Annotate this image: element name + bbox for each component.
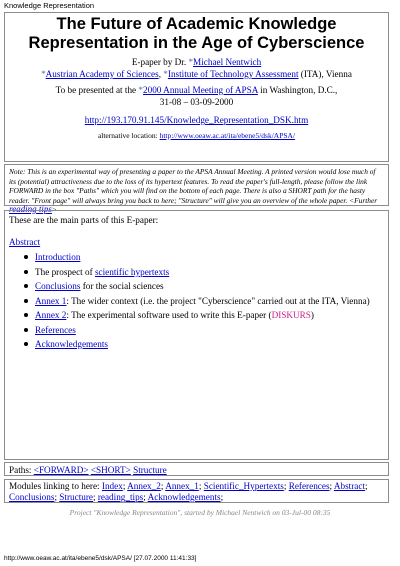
institute-link[interactable]: Institute of Technology Assessment — [167, 69, 299, 79]
module-link-reading-tips[interactable]: reading_tips — [97, 492, 144, 502]
item-prefix: The prospect of — [35, 266, 95, 277]
title-line-2: Representation in the Age of Cyberscience — [28, 34, 365, 52]
abstract-line — [9, 236, 384, 248]
presented-line — [5, 84, 388, 96]
abstract-link[interactable]: Abstract — [9, 237, 41, 247]
meeting-dates: 31-08 – 03-09-2000 — [159, 97, 234, 107]
note-body: Note: This is an experimental way of presenting a paper to the APSA Annual Meeting. A printed version would lose much of its (potential) attractiveness due to the loss of its hypertext features. To read the paper's full-length, please follow the link FORWARD in the box "Paths" which you will find on the bottom of each page. There is also a SHORT path for the hasty reader. "Front page" will always bring you back to here; "Structure" will give you an overview of the whole paper. <Further — [9, 167, 378, 205]
page-title — [5, 15, 388, 53]
module-link-acknowledgements[interactable]: Acknowledgements — [147, 492, 221, 502]
conclusions-link[interactable]: Conclusions — [35, 281, 81, 291]
list-item — [35, 308, 388, 323]
close-paren: ) — [310, 310, 314, 320]
introduction-link[interactable]: Introduction — [35, 252, 81, 262]
paths-panel — [4, 462, 389, 476]
list-item — [35, 294, 388, 309]
sep: ; — [143, 492, 148, 502]
note-text — [9, 167, 384, 215]
alt-location-line — [5, 130, 388, 142]
paths-label: Paths: — [9, 465, 34, 475]
star-marker: * — [163, 69, 168, 79]
paths-line — [9, 464, 384, 476]
module-link-annex-1[interactable]: Annex_1 — [165, 481, 199, 491]
reading-tips-link[interactable]: reading tips — [9, 204, 52, 214]
module-link-conclusions[interactable]: Conclusions — [9, 492, 55, 502]
module-link-index[interactable]: Index — [101, 481, 123, 491]
item-suffix: : The wider context (i.e. the project "Cyberscience" carried out at the ITA, Vienna) — [66, 295, 370, 306]
author-link[interactable]: Michael Nentwich — [193, 57, 262, 67]
list-item — [35, 279, 388, 294]
references-link[interactable]: References — [35, 324, 76, 335]
short-link[interactable]: <SHORT> — [90, 465, 131, 475]
comma: , — [158, 69, 164, 79]
note-panel — [4, 164, 389, 214]
title-panel — [4, 12, 389, 162]
structure-link[interactable]: Structure — [133, 465, 167, 475]
list-item — [35, 250, 388, 265]
affiliation-line — [5, 68, 388, 80]
sep: ; — [54, 492, 60, 502]
alt-location-label: alternative location: — [97, 131, 160, 140]
scientific-hypertexts-link[interactable]: scientific hypertexts — [94, 266, 170, 277]
item-suffix: : The experimental software used to write this E-paper ( — [66, 310, 272, 320]
note-end: > — [51, 205, 57, 214]
main-parts-panel — [4, 210, 389, 460]
author-line — [5, 56, 388, 68]
star-marker: * — [138, 85, 144, 95]
modules-label: Modules linking to here: — [9, 481, 102, 491]
sep: ; — [198, 481, 204, 491]
modules-line — [9, 481, 384, 503]
annex-2-link[interactable]: Annex 2 — [35, 310, 67, 320]
star-marker: * — [188, 57, 194, 67]
title-line-1: The Future of Academic Knowledge — [56, 15, 337, 33]
academy-link[interactable]: Austrian Academy of Sciences — [45, 69, 159, 79]
main-url-link[interactable]: http://193.170.91.145/Knowledge_Representation_DSK.htm — [84, 115, 309, 125]
browser-page-title: Knowledge Representation — [4, 1, 95, 10]
module-link-annex-2[interactable]: Annex_2 — [127, 481, 161, 491]
star-marker: * — [41, 69, 46, 79]
status-url: http://www.oeaw.ac.at/ita/ebene5/dsk/APSA/ [27.07.2000 11:41:33] — [4, 555, 197, 562]
alt-location-link[interactable]: http://www.oeaw.ac.at/ita/ebene5/dsk/APSA/ — [159, 131, 296, 140]
sep: ; — [329, 481, 334, 491]
modules-panel — [4, 479, 389, 503]
list-item — [35, 323, 388, 338]
module-link-scientific-hypertexts[interactable]: Scientific_Hypertexts — [203, 481, 284, 491]
module-link-references[interactable]: References — [288, 481, 330, 491]
sep: ; — [160, 481, 166, 491]
presented-prefix: To be presented at the — [55, 85, 139, 95]
list-item — [35, 265, 388, 280]
meeting-link[interactable]: 2000 Annual Meeting of APSA — [143, 85, 258, 95]
end-sep: ; — [220, 492, 224, 502]
main-parts-intro: These are the main parts of this E-paper: — [9, 215, 159, 225]
project-footer-note: Project "Knowledge Representation", started by Michael Nentwich on 03-Jul-00 08:35 — [69, 508, 331, 517]
sep: ; — [92, 492, 98, 502]
annex-1-link[interactable]: Annex 1 — [35, 295, 67, 306]
sep: ; — [283, 481, 289, 491]
forward-link[interactable]: <FORWARD> — [33, 465, 89, 475]
list-item — [35, 337, 388, 352]
ita-vienna-text: (ITA), Vienna — [298, 69, 352, 79]
epaper-by-label: E-paper by Dr. — [131, 57, 189, 67]
module-link-abstract[interactable]: Abstract — [333, 481, 365, 491]
main-url-line — [5, 114, 388, 126]
presented-suffix: in Washington, D.C., — [257, 85, 338, 95]
item-suffix: for the social sciences — [80, 281, 164, 291]
parts-list — [5, 250, 388, 352]
diskurs-label: DISKURS — [271, 310, 311, 320]
module-link-structure[interactable]: Structure — [59, 492, 93, 502]
acknowledgements-link[interactable]: Acknowledgements — [35, 339, 108, 349]
sep: ; — [365, 481, 368, 491]
sep: ; — [122, 481, 128, 491]
